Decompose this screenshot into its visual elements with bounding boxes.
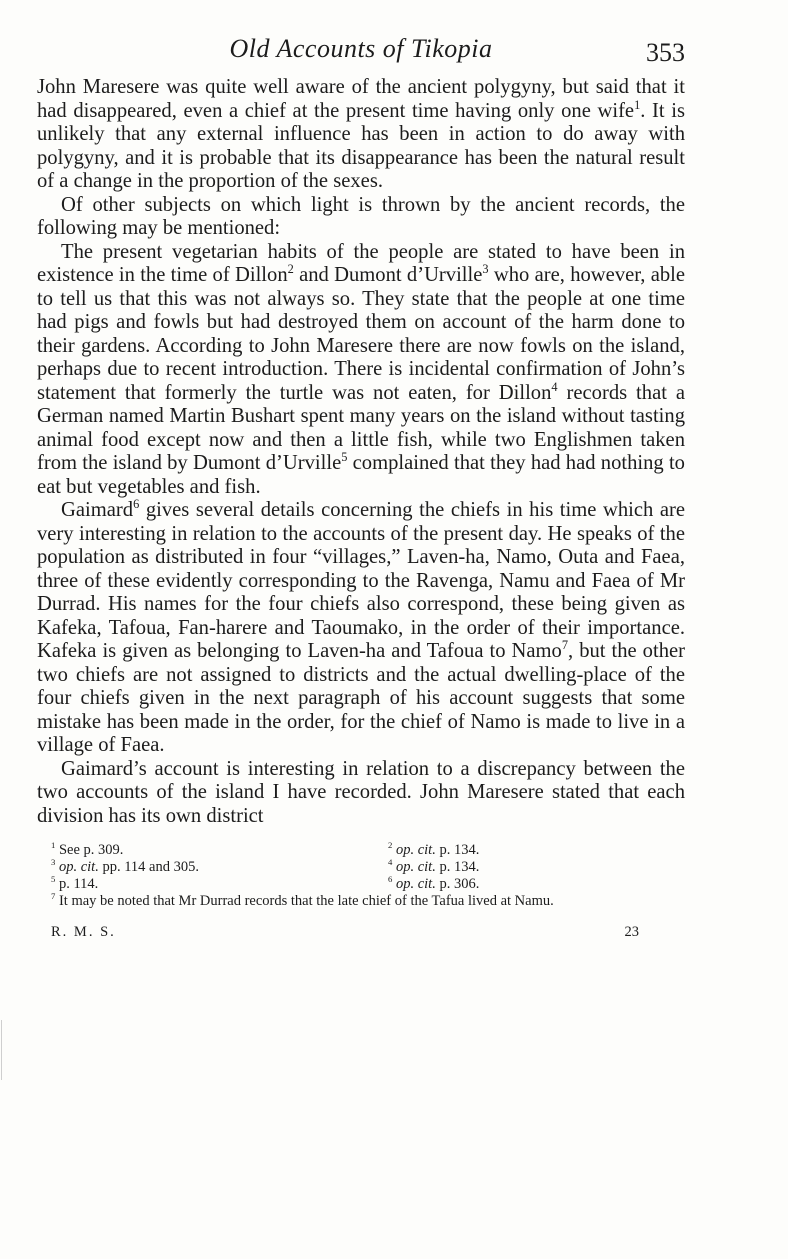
text-run: Gaimard (61, 499, 134, 521)
text-run: gives several details concerning the chiefs in his time which are very interesting in relation to the accounts of the present day. He speaks of the population as distributed in four “villages,” Laven-ha, Namo, Outa and Faea, three of these evidently corresponding to the Ravenga, Namu and Faea of Mr Durrad. His names for the four chiefs also correspond, these being given as Kafeka, Tafoua, Fan-harere and Taoumako, in the order of their importance. Kafeka is given as belonging to Laven-ha and Tafoua to Namo (37, 499, 685, 662)
footnotes (37, 842, 685, 910)
footnote-citation: op. cit. (395, 859, 436, 875)
footnote-citation: op. cit. (395, 842, 436, 858)
footnote-marker: 2 (388, 840, 393, 851)
text-run: Of other subjects on which light is thrown by the ancient records, the following may be mentioned: (37, 193, 685, 239)
text-run: . It is unlikely that any external influence has been in action to do away with polygyny, and it is probable that its disappearance has been the natural result of a change in the proportion of the sexes. (37, 99, 685, 192)
paragraph (37, 758, 685, 829)
footnote-reference: 3 (482, 262, 489, 277)
text-run: John Maresere was quite well aware of the ancient polygyny, but said that it had disappeared, even a chief at the present time having only one wife (37, 76, 685, 122)
page-number: 353 (646, 38, 685, 67)
footnote-3 (51, 859, 348, 876)
footnote-pages: pp. 114 and 305. (98, 859, 199, 875)
footnote-pages: p. 134. (435, 859, 480, 875)
margin-rule (1, 1020, 2, 1080)
footnote-text: p. 114. (58, 876, 99, 892)
footnote-1 (51, 842, 348, 859)
footnote-marker: 6 (388, 874, 393, 885)
book-page (37, 30, 685, 941)
text-run: records that a German named Martin Bushart spent many years on the island without tasting animal food except now and then a little fish, while two Englishmen taken from the island by Dumont d’Urville (37, 381, 686, 474)
footnote-marker: 1 (51, 840, 56, 851)
page-footer (37, 924, 685, 941)
text-run: Gaimard’s account is interesting in relation to a discrepancy between the two accounts of the island I have recorded. John Maresere stated that each division has its own district (37, 757, 685, 827)
footnote-2 (388, 842, 685, 859)
footnote-marker: 3 (51, 857, 56, 868)
footnote-pages: p. 134. (435, 842, 480, 858)
paragraph (37, 241, 685, 500)
body-text (37, 76, 685, 828)
page-header (37, 30, 685, 76)
footnote-marker: 7 (51, 891, 56, 902)
footnote-5 (51, 876, 348, 893)
paragraph (37, 499, 685, 758)
footnote-pages: p. 306. (435, 876, 480, 892)
footnote-reference: 2 (287, 262, 294, 277)
footnote-citation: op. cit. (58, 859, 99, 875)
footnote-text: It may be noted that Mr Durrad records that the late chief of the Tafua lived at Namu. (58, 893, 554, 909)
footnote-grid (37, 842, 685, 893)
footnote-citation: op. cit. (395, 876, 436, 892)
sheet-number: 23 (624, 924, 639, 940)
running-title: Old Accounts of Tikopia (229, 34, 493, 63)
footnote-marker: 4 (388, 857, 393, 868)
paragraph (37, 76, 685, 194)
text-run: who are, however, able to tell us that this was not always so. They state that the people at one time had pigs and fowls but had destroyed them on account of the harm done to their gardens. According to John Maresere there are now fowls on the island, perhaps due to recent introduction. There is incidental confirmation of John’s statement that formerly the turtle was not eaten, for Dillon (37, 264, 686, 404)
paragraph (37, 194, 685, 241)
footnote-reference: 1 (634, 97, 641, 112)
footnote-text: See p. 309. (58, 842, 124, 858)
signature-mark: R. M. S. (51, 924, 116, 940)
footnote-reference: 7 (561, 638, 569, 653)
text-run: and Dumont d’Urville (293, 264, 483, 286)
text-run: The present vegetarian habits of the people are stated to have been in existence in the time of Dillon (37, 240, 685, 286)
footnote-reference: 6 (133, 497, 140, 512)
footnote-reference: 5 (341, 450, 348, 465)
footnote-7 (37, 893, 685, 910)
footnote-reference: 4 (551, 379, 558, 394)
text-run: complained that they had had nothing to eat but vegetables and fish. (37, 452, 685, 498)
text-run: , but the other two chiefs are not assigned to districts and the actual dwelling-place of the four chiefs given in the next paragraph of his account suggests that some mistake has been made in the order, for the chief of Namo is made to live in a village of Faea. (37, 640, 685, 756)
footnote-4 (388, 859, 685, 876)
footnote-marker: 5 (51, 874, 56, 885)
footnote-6 (388, 876, 685, 893)
